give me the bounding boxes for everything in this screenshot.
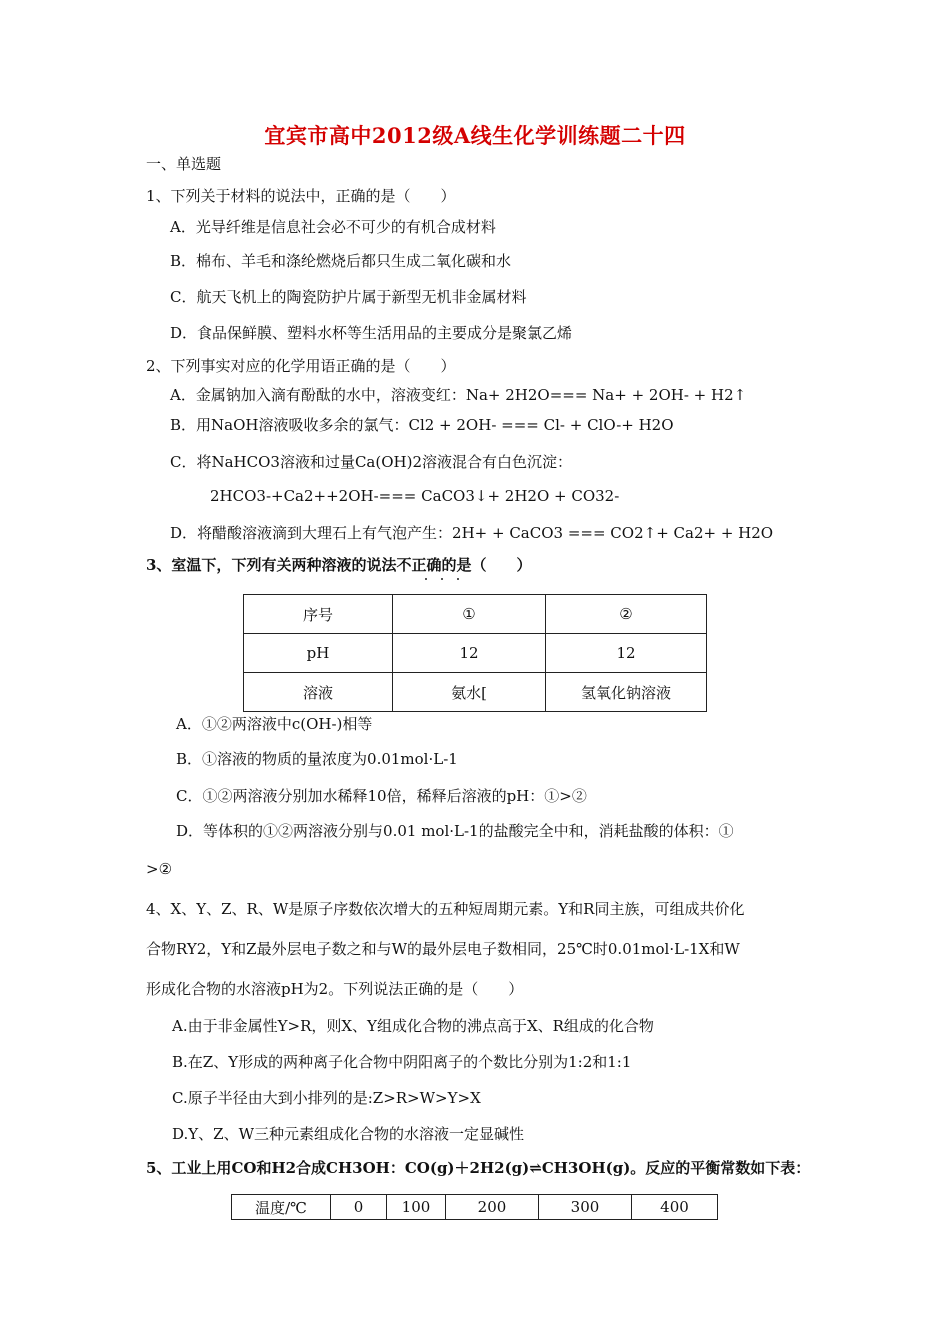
table-cell: 氢氧化钠溶液: [546, 673, 707, 712]
question-4-stem-line-1: 4、X、Y、Z、R、W是原子序数依次增大的五种短周期元素。Y和R同主族，可组成共价化: [146, 900, 745, 918]
question-2-stem: 2、下列事实对应的化学用语正确的是（ ）: [146, 357, 456, 375]
emphasis-dot: [457, 578, 459, 580]
table-row: [232, 1195, 718, 1220]
table-cell: 400: [632, 1195, 718, 1220]
table-cell: ②: [546, 595, 707, 634]
emphasis-dot: [441, 578, 443, 580]
table-header-cell: 温度/℃: [232, 1195, 331, 1220]
table-row: [244, 673, 707, 712]
question-3-stem: 3、室温下，下列有关两种溶液的说法不正确的是（ ）: [146, 556, 532, 574]
question-1-option-b: B．棉布、羊毛和涤纶燃烧后都只生成二氧化碳和水: [170, 252, 512, 270]
question-4-stem-line-3: 形成化合物的水溶液pH为2。下列说法正确的是（ ）: [146, 980, 524, 998]
question-2-option-c: C．将NaHCO3溶液和过量Ca(OH)2溶液混合有白色沉淀：: [170, 453, 572, 471]
question-1-option-d: D．食品保鲜膜、塑料水杯等生活用品的主要成分是聚氯乙烯: [170, 324, 573, 342]
question-3-option-d-continued: >②: [146, 860, 173, 878]
question-5-stem: 5、工业上用CO和H2合成CH3OH：CO(g)＋2H2(g)⇌CH3OH(g)。反应的平衡常数如下表：: [146, 1159, 811, 1177]
emphasis-dot: [425, 578, 427, 580]
question-1-stem: 1、下列关于材料的说法中，正确的是（ ）: [146, 187, 456, 205]
table-cell: 溶液: [244, 673, 393, 712]
question-2-option-a: A．金属钠加入滴有酚酞的水中，溶液变红：Na+ 2H2O=== Na+ + 2OH- + H2↑: [170, 386, 747, 404]
question-5-table: [231, 1194, 718, 1220]
table-cell: 序号: [244, 595, 393, 634]
question-3-option-d: D．等体积的①②两溶液分别与0.01 mol·L-1的盐酸完全中和，消耗盐酸的体积：①: [176, 822, 734, 840]
question-3-table: [243, 594, 707, 712]
page-title: 宜宾市高中2012级A线生化学训练题二十四: [264, 123, 686, 148]
table-row: [244, 595, 707, 634]
table-cell: pH: [244, 634, 393, 673]
question-4-stem-line-2: 合物RY2，Y和Z最外层电子数之和与W的最外层电子数相同，25℃时0.01mol·L-1X和W: [146, 940, 740, 958]
question-3-option-c: C．①②两溶液分别加水稀释10倍，稀释后溶液的pH：①>②: [176, 787, 587, 805]
question-2-option-c-equation: 2HCO3-+Ca2++2OH-=== CaCO3↓+ 2H2O + CO32-: [210, 487, 620, 505]
question-4-option-c: C.原子半径由大到小排列的是:Z>R>W>Y>X: [172, 1089, 481, 1107]
table-cell: 0: [331, 1195, 387, 1220]
table-cell: 12: [393, 634, 546, 673]
question-3-option-a: A．①②两溶液中c(OH-)相等: [176, 715, 373, 733]
question-4-option-d: D.Y、Z、W三种元素组成化合物的水溶液一定显碱性: [172, 1125, 525, 1143]
question-4-option-b: B.在Z、Y形成的两种离子化合物中阴阳离子的个数比分别为1:2和1:1: [172, 1053, 632, 1071]
table-cell: 200: [446, 1195, 539, 1220]
question-1-option-c: C．航天飞机上的陶瓷防护片属于新型无机非金属材料: [170, 288, 527, 306]
table-cell: 100: [387, 1195, 446, 1220]
question-2-option-d: D．将醋酸溶液滴到大理石上有气泡产生：2H+ + CaCO3 === CO2↑+ Ca2+ + H2O: [170, 524, 774, 542]
table-cell: ①: [393, 595, 546, 634]
question-1-option-a: A．光导纤维是信息社会必不可少的有机合成材料: [170, 218, 496, 236]
table-cell: 300: [539, 1195, 632, 1220]
question-2-option-b: B．用NaOH溶液吸收多余的氯气：Cl2 + 2OH- === Cl- + ClO-+ H2O: [170, 416, 674, 434]
section-heading: 一、单选题: [146, 155, 222, 173]
table-row: [244, 634, 707, 673]
question-3-option-b: B．①溶液的物质的量浓度为0.01mol·L-1: [176, 750, 458, 768]
question-4-option-a: A.由于非金属性Y>R，则X、Y组成化合物的沸点高于X、R组成的化合物: [172, 1017, 654, 1035]
table-cell: 12: [546, 634, 707, 673]
table-cell: 氨水[: [393, 673, 546, 712]
